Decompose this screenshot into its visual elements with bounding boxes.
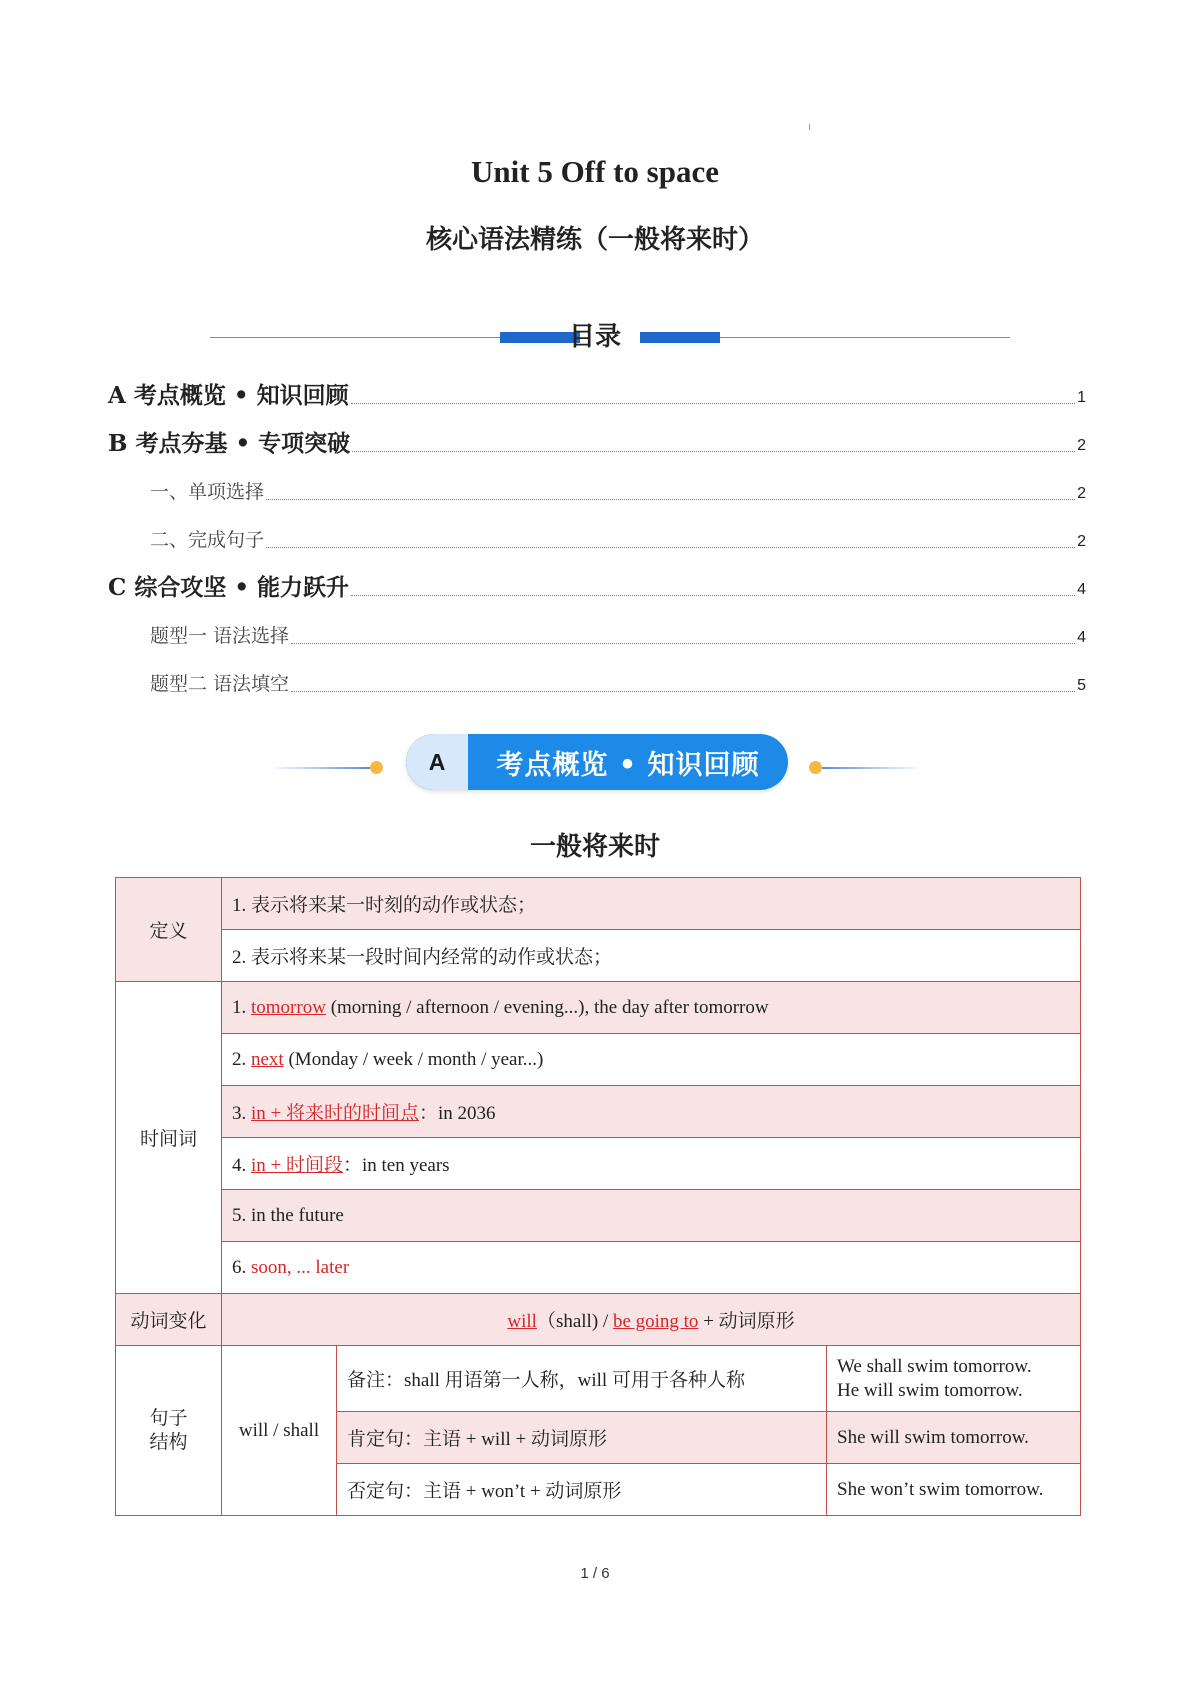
toc-entry-c1[interactable] [150,621,1086,651]
document-title: Unit 5 Off to space [471,154,719,189]
page-number: 1 / 6 [580,1565,610,1582]
time-word-5: 5. in the future [222,1190,1081,1242]
toc-entry-b1[interactable] [150,477,1086,507]
keyword: tomorrow [251,996,326,1018]
keyword: next [251,1048,284,1070]
toc-entry-c[interactable] [108,573,1086,603]
table-row [116,1086,1081,1138]
table-row [116,1138,1081,1190]
table-row [116,1034,1081,1086]
toc-entry-page: 2 [1077,533,1086,550]
item-text: + 动词原形 [698,1311,795,1332]
item-text: ：in 2036 [419,1103,496,1124]
keyword: in + 时间段 [251,1155,343,1176]
table-row [116,982,1081,1034]
structure-example: She won’t swim tomorrow. [827,1464,1081,1516]
table-row [116,1242,1081,1294]
banner-line-left [270,767,370,769]
toc-entry-page: 2 [1077,485,1086,502]
definition-2: 2. 表示将来某一段时间内经常的动作或状态； [222,930,1081,982]
toc-entry-label: 二、完成句子 [150,529,265,551]
modal-verbs: will / shall [222,1346,337,1516]
toc-divider-right [720,337,1010,338]
toc-leader [351,595,1075,596]
definition-1: 1. 表示将来某一时刻的动作或状态； [222,878,1081,930]
keyword: will [507,1311,537,1332]
item-number: 4. [232,1155,251,1176]
banner-line-right [822,767,922,769]
item-number: 3. [232,1103,251,1124]
banner-dot-right [809,761,822,774]
table-row [116,1346,1081,1412]
toc-entry-label: 题型一 语法选择 [150,625,290,647]
toc-entry-label: B 考点夯基 • 专项突破 [108,430,351,457]
table-row [116,1294,1081,1346]
toc-entry-page: 1 [1077,389,1086,406]
toc-divider-left [210,337,500,338]
category-line: 句子 [149,1407,188,1429]
toc-entry-page: 5 [1077,677,1086,694]
section-badge: A [406,734,468,790]
example-line: He will swim tomorrow. [837,1379,1023,1401]
toc-entry-b[interactable] [108,429,1086,459]
keyword: be going to [612,1311,699,1332]
table-row [116,1190,1081,1242]
toc-leader [291,643,1075,644]
banner-dot-left [370,761,383,774]
toc-bar-right [640,332,720,343]
keyword: soon, ... later [251,1256,350,1278]
toc-entry-a[interactable] [108,381,1086,411]
category-verb-change: 动词变化 [116,1294,222,1346]
table-row [116,930,1081,982]
item-text: ：in ten years [343,1155,450,1176]
time-word-6 [222,1242,1081,1294]
structure-rule: 备注：shall 用语第一人称，will 可用于各种人称 [337,1346,827,1412]
category-line: 结构 [149,1431,188,1453]
toc-entry-page: 4 [1077,629,1086,646]
toc-entry-label: 一、单项选择 [150,481,265,503]
toc-entry-b2[interactable] [150,525,1086,555]
toc-leader [291,691,1075,692]
category-definition: 定义 [116,878,222,982]
category-sentence-structure [116,1346,222,1516]
section-heading: 一般将来时 [529,832,660,862]
item-text: （shall) / [536,1311,613,1332]
table-row [116,878,1081,930]
toc-entry-label: C 综合攻坚 • 能力跃升 [108,574,350,601]
toc-entry-c2[interactable] [150,669,1086,699]
toc-entry-label: A 考点概览 • 知识回顾 [108,382,349,409]
toc-entry-page: 2 [1077,437,1086,454]
structure-example: She will swim tomorrow. [827,1412,1081,1464]
page-mark [809,124,810,130]
time-word-1 [222,982,1081,1034]
document-subtitle: 核心语法精练（一般将来时） [425,225,764,255]
time-word-4 [222,1138,1081,1190]
item-number: 2. [232,1048,251,1070]
toc-leader [266,547,1075,548]
structure-rule: 肯定句：主语 + will + 动词原形 [337,1412,827,1464]
structure-rule: 否定句：主语 + won’t + 动词原形 [337,1464,827,1516]
item-text: (morning / afternoon / evening...), the day after tomorrow [325,996,769,1018]
item-text: (Monday / week / month / year...) [283,1048,544,1070]
toc-leader [352,451,1075,452]
time-word-3 [222,1086,1081,1138]
section-a-banner [406,734,788,790]
grammar-table [115,877,1081,1516]
toc-leader [266,499,1075,500]
category-time-words: 时间词 [116,982,222,1294]
example-line: We shall swim tomorrow. [837,1355,1032,1377]
section-a-title: 考点概览 • 知识回顾 [496,749,760,781]
toc-entry-label: 题型二 语法填空 [150,673,290,695]
item-number: 6. [232,1256,251,1278]
structure-example [827,1346,1081,1412]
keyword: in + 将来时的时间点 [251,1103,419,1124]
item-number: 1. [232,996,251,1018]
toc-heading: 目录 [568,322,621,352]
toc-leader [351,403,1076,404]
toc-entry-page: 4 [1077,581,1086,598]
verb-change-rule [222,1294,1081,1346]
time-word-2 [222,1034,1081,1086]
